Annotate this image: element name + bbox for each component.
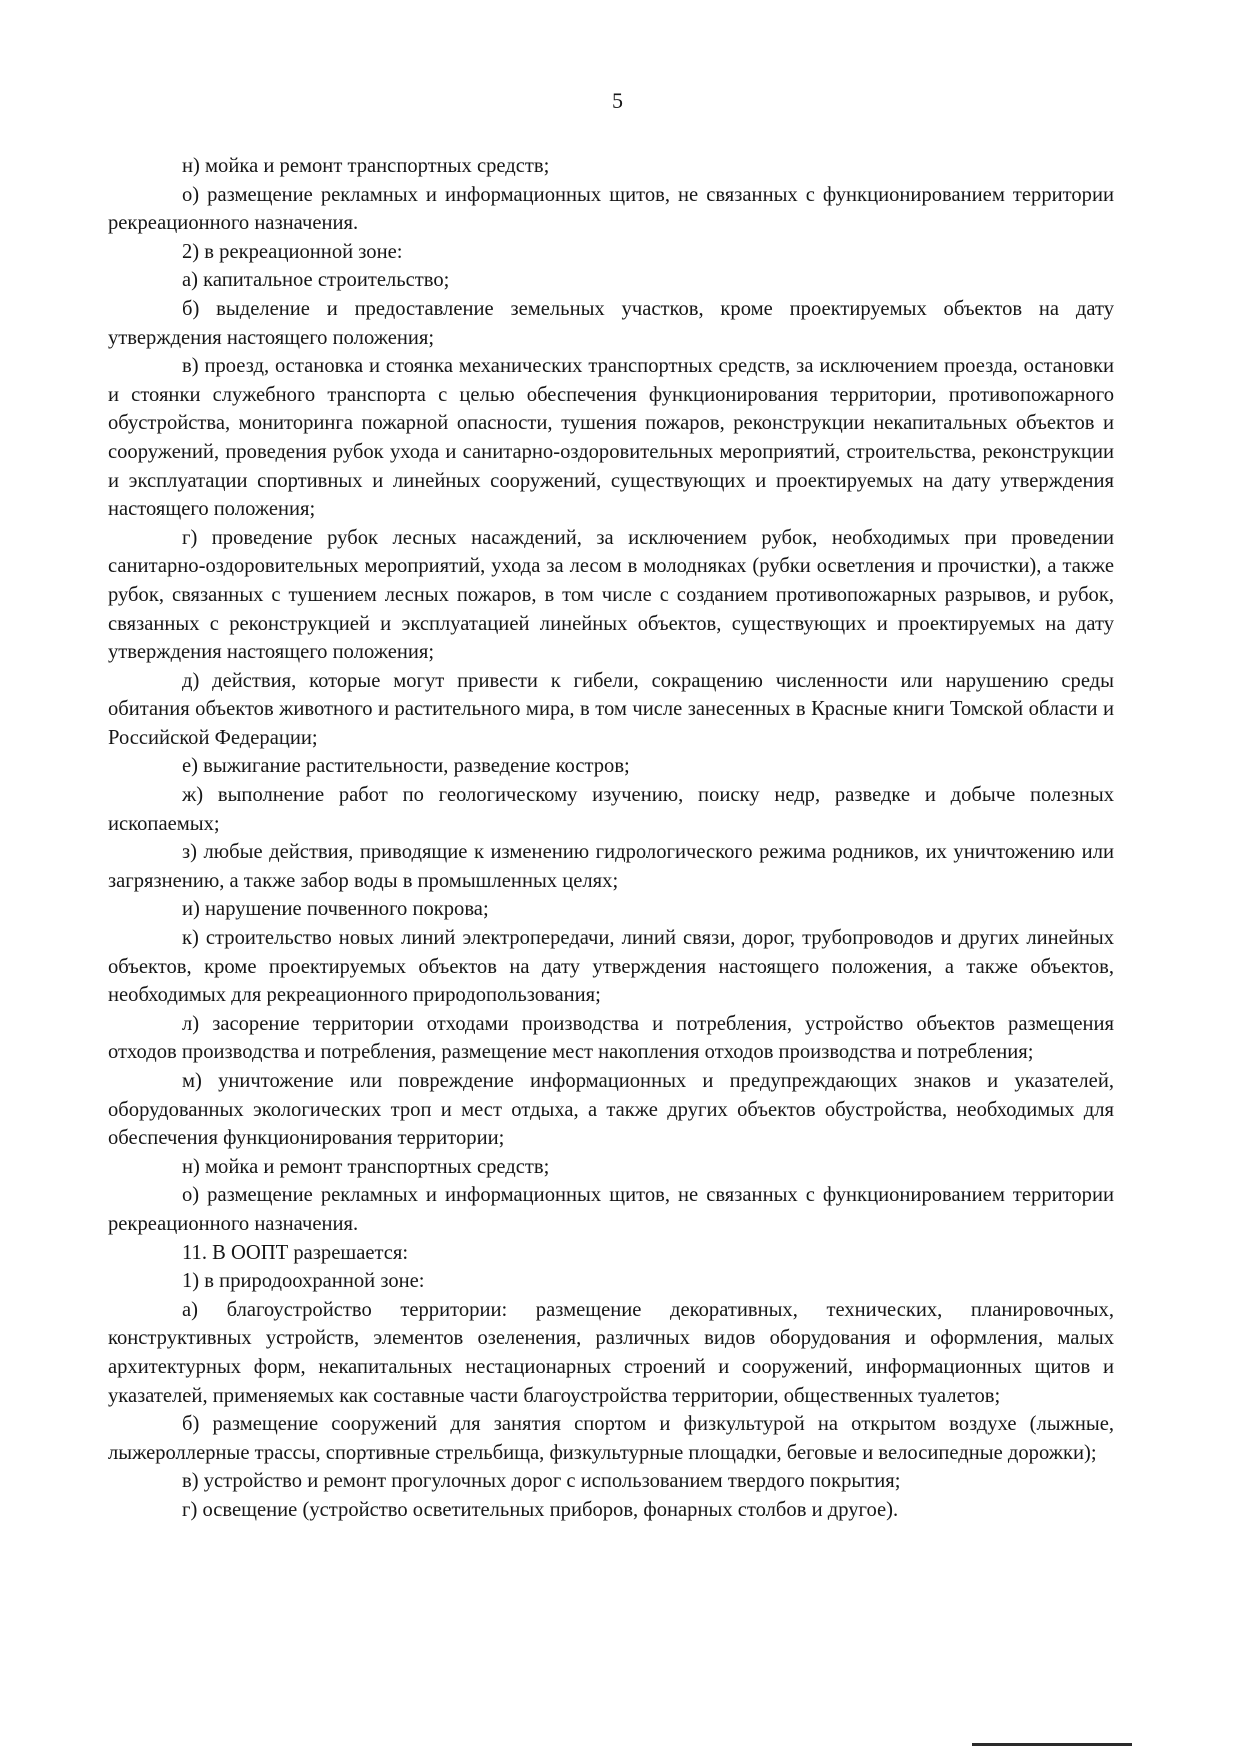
paragraph: и) нарушение почвенного покрова; (182, 898, 489, 921)
paragraph: в) устройство и ремонт прогулочных дорог с использованием твердого покрытия; (182, 1470, 901, 1493)
paragraph: е) выжигание растительности, разведение костров; (182, 755, 630, 778)
paragraph: 2) в рекреационной зоне: (182, 240, 403, 263)
paragraph: в) проезд, остановка и стоянка механических транспортных средств, за исключением проезда, остановки и стоянки служебного транспорта с целью обеспечения функционирования территории, противопожарного обустройства, мониторинга пожарной опасности, тушения пожаров, реконструкции некапитальных объектов и сооружений, проведения рубок ухода и санитарно-оздоровительных мероприятий, строительства, реконструкции и эксплуатации спортивных и линейных сооружений, существующих и проектируемых на дату утверждения настоящего положения; (108, 355, 1114, 521)
paragraph: к) строительство новых линий электропередачи, линий связи, дорог, трубопроводов и других линейных объектов, кроме проектируемых объектов на дату утверждения настоящего положения, а также объектов, необходимых для рекреационного природопользования; (108, 927, 1114, 1007)
paragraph: г) освещение (устройство осветительных приборов, фонарных столбов и другое). (182, 1498, 899, 1521)
paragraph: н) мойка и ремонт транспортных средств; (182, 1155, 550, 1178)
footer-rule (972, 1743, 1132, 1746)
paragraph: 1) в природоохранной зоне: (182, 1270, 425, 1293)
paragraph: а) благоустройство территории: размещение декоративных, технических, планировочных, конструктивных устройств, элементов озеленения, различных видов оборудования и оформления, малых архитектурных форм, некапитальных нестационарных строений и сооружений, информационных щитов и указателей, применяемых как составные части благоустройства территории, общественных туалетов; (108, 1298, 1114, 1407)
paragraph: о) размещение рекламных и информационных щитов, не связанных с функционированием территории рекреационного назначения. (108, 183, 1114, 235)
paragraph: н) мойка и ремонт транспортных средств; (182, 155, 550, 177)
paragraph: о) размещение рекламных и информационных щитов, не связанных с функционированием территории рекреационного назначения. (108, 1184, 1114, 1235)
paragraph: л) засорение территории отходами производства и потребления, устройство объектов размещения отходов производства и потребления, размещение мест накопления отходов производства и потребления; (108, 1012, 1114, 1064)
document-body (108, 152, 1114, 1525)
paragraph: а) капитальное строительство; (182, 269, 450, 292)
paragraph: б) размещение сооружений для занятия спортом и физкультурой на открытом воздухе (лыжные, лыжероллерные трассы, спортивные стрельбища, физкультурные площадки, беговые и велосипедные дорожки); (108, 1413, 1114, 1464)
paragraph: м) уничтожение или повреждение информационных и предупреждающих знаков и указателей, оборудованных экологических троп и мест отдыха, а также других объектов обустройства, необходимых для обеспечения функционирования территории; (108, 1070, 1114, 1150)
paragraph: б) выделение и предоставление земельных участков, кроме проектируемых объектов на дату утверждения настоящего положения; (108, 297, 1114, 349)
paragraph: д) действия, которые могут привести к гибели, сокращению численности или нарушению среды обитания объектов животного и растительного мира, в том числе занесенных в Красные книги Томской области и Российской Федерации; (108, 669, 1114, 749)
paragraph: ж) выполнение работ по геологическому изучению, поиску недр, разведке и добыче полезных ископаемых; (108, 784, 1114, 835)
section-heading: 11. В ООПТ разрешается: (182, 1241, 409, 1264)
paragraph: г) проведение рубок лесных насаждений, за исключением рубок, необходимых при проведении санитарно-оздоровительных мероприятий, ухода за лесом в молодняках (рубки осветления и прочистки), а также рубок, связанных с тушением лесных пожаров, в том числе с созданием противопожарных разрывов, и рубок, связанных с реконструкцией и эксплуатацией линейных объектов, существующих и проектируемых на дату утверждения настоящего положения; (108, 526, 1114, 664)
page-number: 5 (612, 88, 623, 113)
paragraph: з) любые действия, приводящие к изменению гидрологического режима родников, их уничтожению или загрязнению, а также забор воды в промышленных целях; (108, 841, 1114, 892)
